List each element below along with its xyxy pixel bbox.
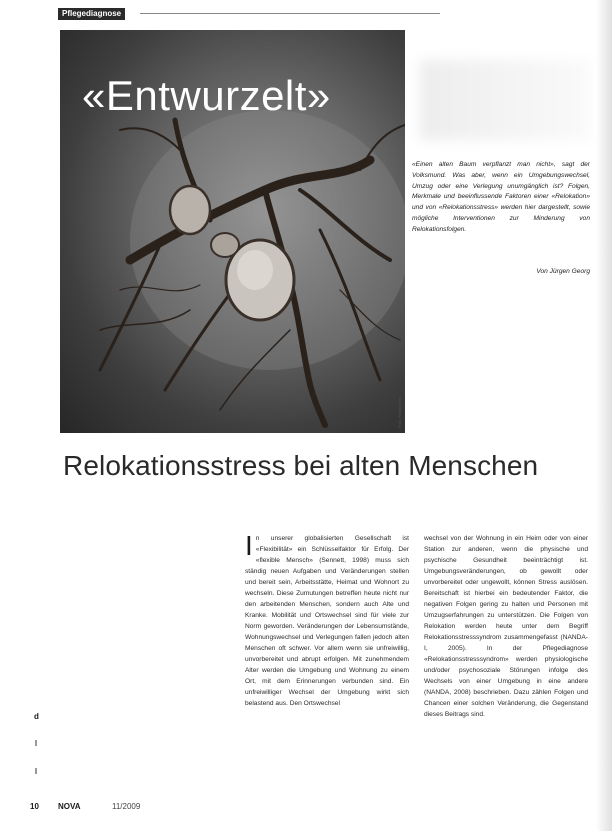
margin-mark	[35, 768, 37, 774]
magazine-name: NOVA	[58, 802, 81, 811]
photo-credit: Foto: Fotolia.com	[397, 397, 402, 428]
header-rule	[140, 13, 440, 14]
section-tag: Pflegediagnose	[58, 8, 125, 20]
article-column-2: wechsel von der Wohnung in ein Heim oder von einer Station zur anderen, wenn die physische und psychische Gesundheit beeinträchtigt ist. Umgebungsveränderungen, ob gewollt oder unvorbereitet oder ungewollt, können Stress auslösen. Bereitschaft ist hierbei ein bedeutender Faktor, die negativen Folgen gering zu halten und Personen mit Umzugserfahrungen zu unterstützen. Die Folgen von Relokation werden heute unter dem Begriff Relokationsstresssyndrom zusammengefasst (NANDA-I, 2005). In der Pflegediagnose «Relokationsstresssyndrom» werden physiologische und/oder psychosoziale Störungen infolge des Wechsels von einer Umgebung in eine andere (NANDA, 2008) beschrieben. Dazu zählen Folgen und Chancen einer solchen Veränderung, die Gegenstand dieses Beitrags sind.	[424, 535, 588, 718]
root-photo	[60, 30, 405, 433]
margin-mark	[35, 740, 37, 746]
photo-title: «Entwurzelt»	[82, 72, 331, 119]
author-byline: Von Jürgen Georg	[536, 268, 590, 275]
issue-number: 11/2009	[112, 802, 141, 811]
column-1-text: n unserer globalisierten Gesellschaft ist «Flexibilität» ein Schlüsselfaktor für Erfolg. Der «flexible Mensch» (Sennett, 1998) muss sich ständig neuen Aufgaben und Veränderungen stellen und bereit sein, Arbeitsstätte, Heimat und Wohnort zu wechseln. Diese Zumutungen betreffen heute nicht nur den arbeitenden Menschen, sondern auch Alte und Kranke. Mobilität und Ortswechsel sind für viele zur Norm geworden. Veränderungen der Lebensumstände, Wohnungswechsel und Verlegungen fallen jedoch alten Menschen oft schwer. Vor allem wenn sie unfreiwillig, unvorbereitet und abrupt erfolgen. Mit zunehmendem Alter werden die Umgebung und Wohnung zu einem Ort, mit dem Erinnerungen verbunden sind. Ein unfreiwilliger Wechsel der Umgebung wirkt sich belastend aus. Den Ortswechsel	[245, 535, 409, 707]
show-through-ghost	[420, 60, 590, 140]
page-number: 10	[30, 802, 39, 811]
lead-paragraph: «Einen alten Baum verpflanzt man nicht», sagt der Volksmund. Was aber, wenn ein Umgebungswechsel, Umzug oder eine Verlegung unumgänglich ist? Folgen, Merkmale und beeinflussende Faktoren einer «Relokation» und von «Relokationsstress» werden hier dargestellt, sowie mögliche Interventionen zur Minderung von Relokationsfolgen.	[412, 161, 590, 233]
article-column-1	[245, 530, 409, 709]
article-headline: Relokationsstress bei alten Menschen	[63, 450, 539, 481]
margin-letter: d	[34, 712, 39, 721]
scan-edge-shadow	[596, 0, 612, 831]
drop-cap: I	[245, 530, 253, 561]
